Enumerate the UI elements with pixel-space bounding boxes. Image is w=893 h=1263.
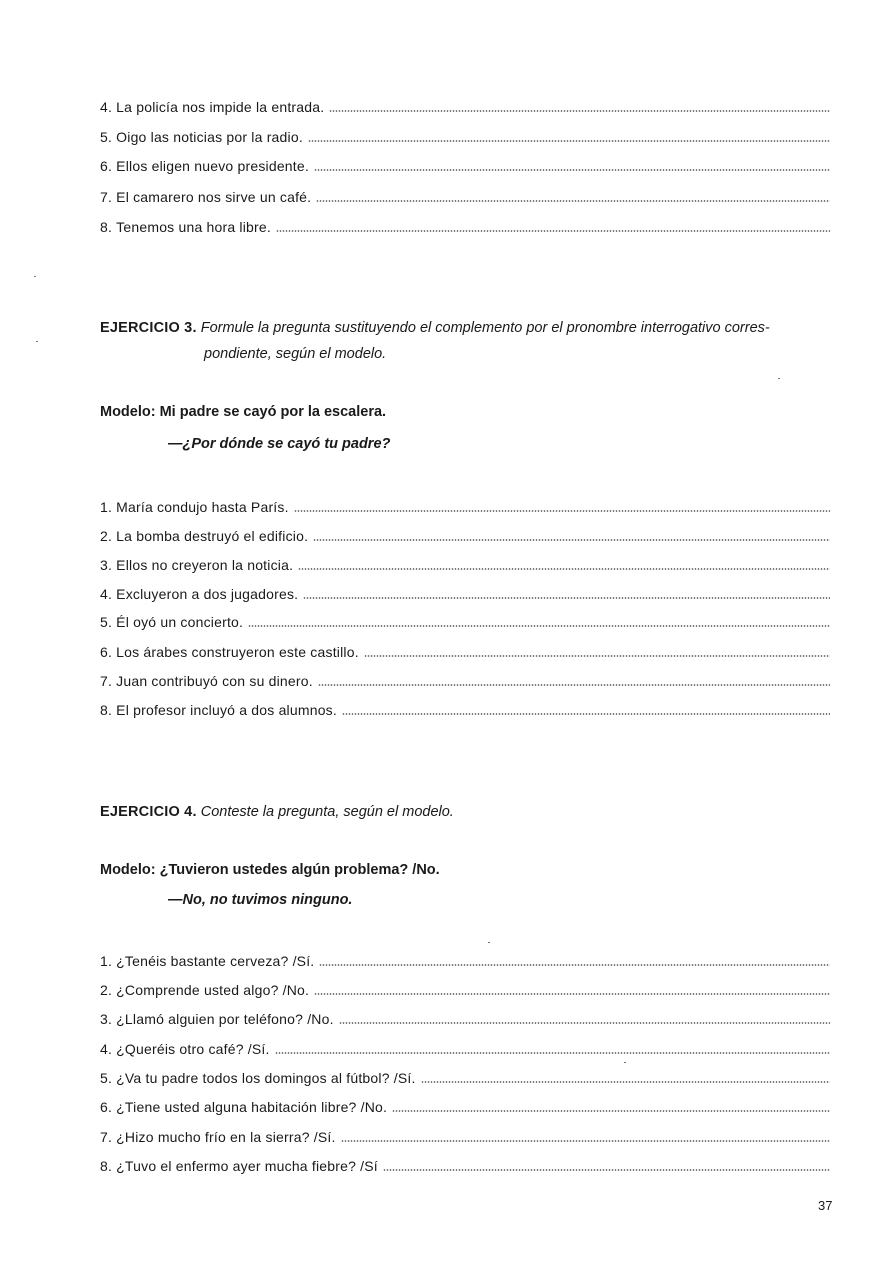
answer-dotted-line (294, 510, 830, 512)
list-item (100, 188, 830, 206)
answer-dotted-line (319, 964, 830, 966)
list-item (100, 613, 830, 631)
list-item (100, 128, 830, 146)
item-number: 6. (100, 158, 113, 174)
scan-speck (36, 341, 38, 342)
list-item (100, 1040, 830, 1058)
scan-speck (488, 942, 490, 943)
answer-dotted-line (383, 1169, 830, 1171)
page-number: 37 (818, 1198, 833, 1213)
item-text: ¿Tiene usted alguna habitación libre? /No. (116, 1099, 388, 1115)
list-item (100, 672, 830, 690)
answer-dotted-line (308, 140, 830, 142)
list-item (100, 643, 830, 661)
item-text: ¿Comprende usted algo? /No. (116, 982, 310, 998)
item-number: 8. (100, 219, 113, 235)
item-number: 5. (100, 129, 113, 145)
item-number: 6. (100, 1099, 113, 1115)
exercise-3-heading (100, 315, 835, 367)
list-item (100, 98, 830, 116)
item-text: Excluyeron a dos jugadores. (116, 586, 299, 602)
answer-dotted-line (276, 230, 830, 232)
list-item (100, 585, 830, 603)
item-number: 2. (100, 982, 113, 998)
list-item (100, 556, 830, 574)
answer-dotted-line (341, 1140, 830, 1142)
list-item (100, 981, 830, 999)
item-number: 8. (100, 1158, 113, 1174)
answer-dotted-line (392, 1110, 830, 1112)
item-text: La bomba destruyó el edificio. (116, 528, 309, 544)
item-text: ¿Va tu padre todos los domingos al fútbol? /Sí. (116, 1070, 416, 1086)
item-text: Juan contribuyó con su dinero. (116, 673, 313, 689)
item-text: Él oyó un concierto. (116, 614, 244, 630)
item-number: 7. (100, 1129, 113, 1145)
item-text: ¿Hizo mucho frío en la sierra? /Sí. (116, 1129, 336, 1145)
item-number: 3. (100, 1011, 113, 1027)
list-item (100, 1069, 830, 1087)
answer-dotted-line (313, 539, 830, 541)
item-text: María condujo hasta París. (116, 499, 289, 515)
item-number: 7. (100, 189, 113, 205)
exercise-instruction: Formule la pregunta sustituyendo el complemento por el pronombre interrogativo corres- (200, 320, 770, 336)
item-number: 2. (100, 528, 113, 544)
answer-dotted-line (314, 169, 830, 171)
item-number: 7. (100, 673, 113, 689)
scan-speck (778, 378, 780, 379)
answer-dotted-line (316, 200, 830, 202)
exercise-title: EJERCICIO 3. (100, 320, 197, 336)
exercise-4-heading (100, 799, 835, 825)
item-text: La policía nos impide la entrada. (116, 99, 325, 115)
item-text: ¿Queréis otro café? /Sí. (116, 1041, 270, 1057)
item-text: ¿Tenéis bastante cerveza? /Sí. (116, 953, 315, 969)
item-number: 3. (100, 557, 113, 573)
item-text: El camarero nos sirve un café. (116, 189, 312, 205)
item-text: Tenemos una hora libre. (116, 219, 271, 235)
list-item (100, 218, 830, 236)
item-text: Ellos eligen nuevo presidente. (116, 158, 309, 174)
item-text: Oigo las noticias por la radio. (116, 129, 303, 145)
answer-dotted-line (314, 993, 830, 995)
list-item (100, 527, 830, 545)
model-sentence: Modelo: Mi padre se cayó por la escalera. (100, 404, 387, 420)
item-number: 5. (100, 1070, 113, 1086)
item-number: 4. (100, 586, 113, 602)
list-item (100, 1128, 830, 1146)
item-number: 1. (100, 953, 113, 969)
answer-dotted-line (275, 1052, 830, 1054)
item-text: Los árabes construyeron este castillo. (116, 644, 359, 660)
exercise-instruction-continued: pondiente, según el modelo. (204, 346, 387, 362)
model-answer: —No, no tuvimos ninguno. (168, 892, 353, 908)
item-text: ¿Tuvo el enfermo ayer mucha fiebre? /Sí (116, 1158, 378, 1174)
list-item (100, 952, 830, 970)
list-item (100, 701, 830, 719)
item-number: 6. (100, 644, 113, 660)
answer-dotted-line (421, 1081, 830, 1083)
item-number: 4. (100, 99, 113, 115)
list-item (100, 498, 830, 516)
model-sentence: Modelo: ¿Tuvieron ustedes algún problema? /No. (100, 862, 440, 878)
scan-speck (34, 276, 36, 277)
list-item (100, 1010, 830, 1028)
answer-dotted-line (342, 713, 830, 715)
item-number: 8. (100, 702, 113, 718)
item-text: El profesor incluyó a dos alumnos. (116, 702, 337, 718)
model-answer: —¿Por dónde se cayó tu padre? (168, 436, 391, 452)
item-text: ¿Llamó alguien por teléfono? /No. (116, 1011, 334, 1027)
list-item (100, 1098, 830, 1116)
answer-dotted-line (329, 110, 830, 112)
item-text: Ellos no creyeron la noticia. (116, 557, 294, 573)
answer-dotted-line (248, 625, 830, 627)
answer-dotted-line (339, 1022, 830, 1024)
answer-dotted-line (364, 655, 830, 657)
item-number: 1. (100, 499, 113, 515)
list-item (100, 157, 830, 175)
answer-dotted-line (318, 684, 830, 686)
list-item (100, 1157, 830, 1175)
item-number: 5. (100, 614, 113, 630)
scan-speck (624, 1062, 626, 1063)
item-number: 4. (100, 1041, 113, 1057)
answer-dotted-line (303, 597, 830, 599)
exercise-title: EJERCICIO 4. (100, 804, 197, 820)
answer-dotted-line (298, 568, 830, 570)
exercise-instruction: Conteste la pregunta, según el modelo. (200, 804, 454, 820)
